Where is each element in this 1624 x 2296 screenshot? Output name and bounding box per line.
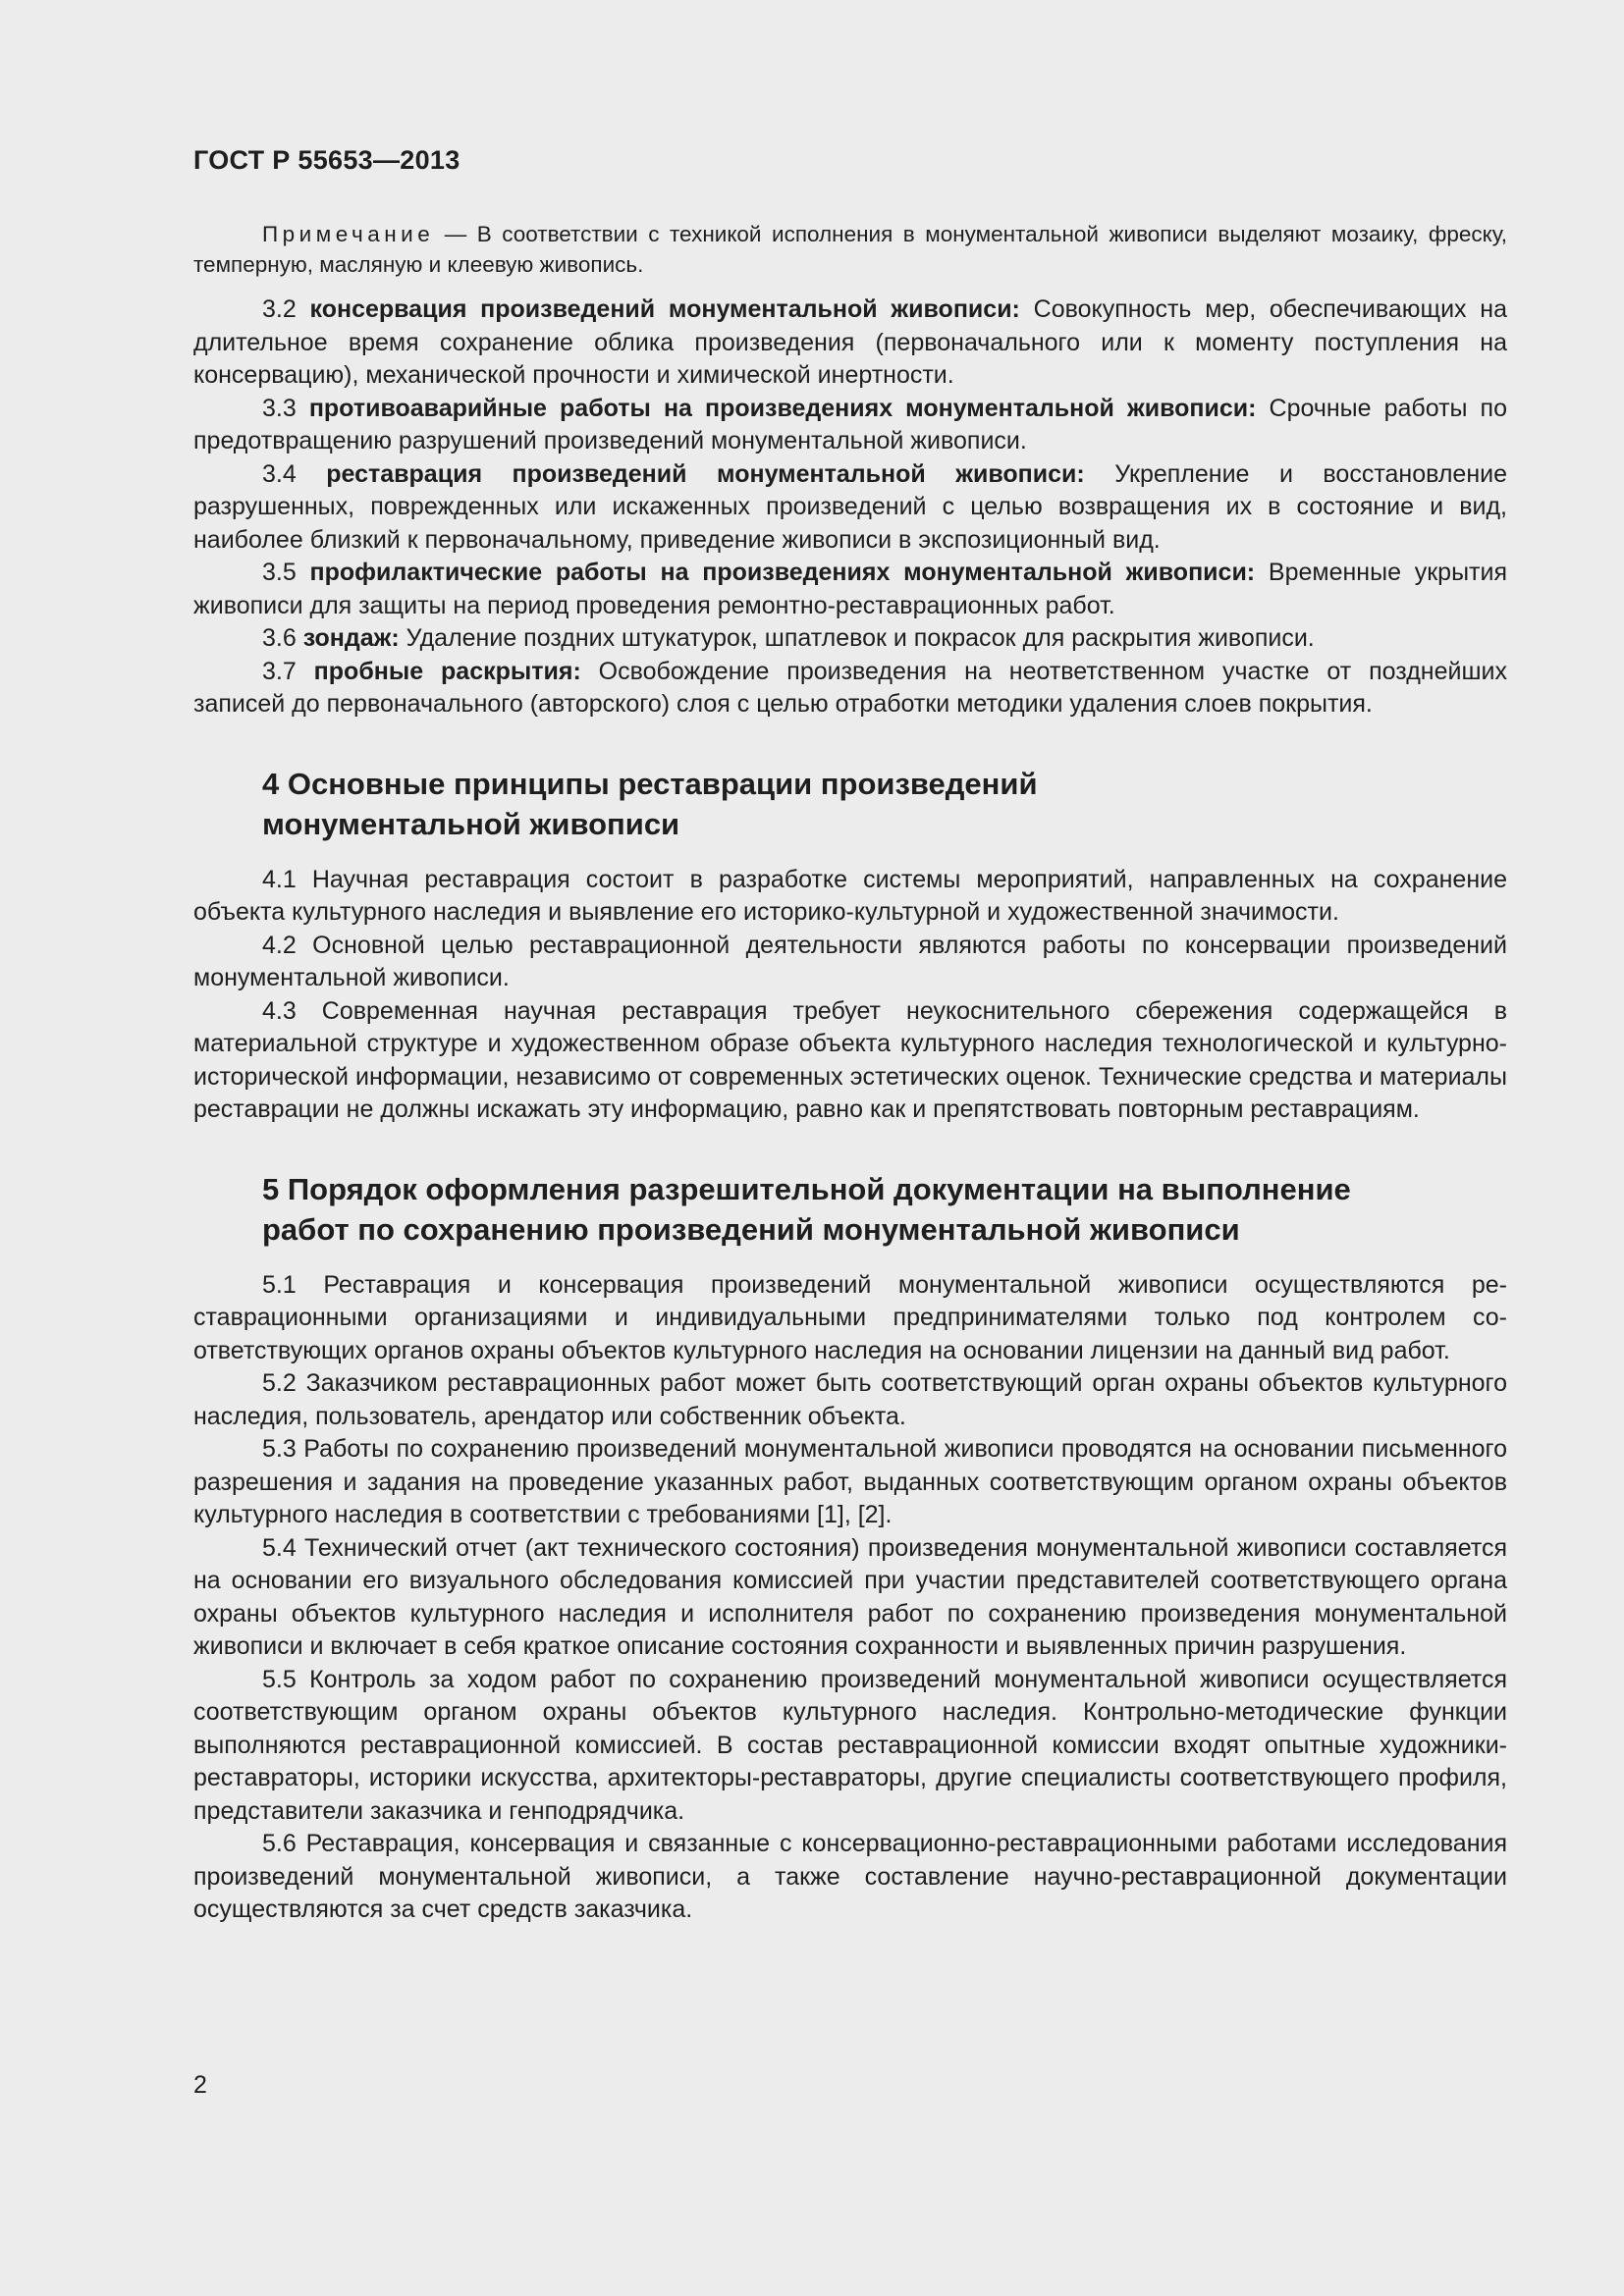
definition-3-2: [193, 294, 1507, 393]
section-4-title-line-1: 4 Основные принципы реставрации произведений: [262, 766, 1038, 801]
paragraph-4-3: 4.3 Современная научная реставрация требует неукоснительного сбережения содержащейся в материальной структуре и художественном образе объекта культурного наследия технологической и культурно-исторической информации, независимо от современных эстетических оценок. Технические средства и материалы реставрации не должны искажать эту информацию, равно как и препятствовать повторным реставрациям.: [193, 996, 1507, 1123]
paragraph-5-6: 5.6 Реставрация, консервация и связанные с консервационно-реставрационными работами исследования произведений монументальной живописи, а также составление научно-реставрационной документации осуществляются за счет средств заказчика.: [193, 1830, 1507, 1923]
definition-term: профилактические работы на произведениях монументальной живописи:: [309, 559, 1256, 586]
document-code-header: ГОСТ Р 55653—2013: [193, 145, 460, 175]
definition-number: 3.2: [262, 295, 310, 323]
section-4-body: [193, 864, 1507, 1127]
definition-term: пробные раскрытия:: [313, 657, 581, 685]
paragraph-5-2: 5.2 Заказчиком реставрационных работ может быть соответствующий орган охраны объектов культурного наследия, пользователь, арендатор или собственник объекта.: [193, 1369, 1507, 1430]
definition-number: 3.4: [262, 459, 327, 488]
definition-term: реставрация произведений монументальной живописи:: [326, 459, 1085, 488]
definition-text: Совокупность мер, обеспечивающих на длительное время сохранение облика произведения (первоначального или к моменту поступления на консервацию), механической прочности и химической инертности.: [193, 295, 1507, 389]
section-5-body: [193, 1269, 1507, 1927]
definition-number: 3.7: [262, 657, 314, 685]
definition-term: противоаварийные работы на произведениях монументальной живописи:: [308, 394, 1257, 422]
section-4-heading: [193, 764, 1507, 844]
paragraph-4-1: 4.1 Научная реставрация состоит в разработке системы мероприятий, направленных на сохранение объекта культурного наследия и выявление его историко-культурной и художественной значимости.: [193, 865, 1507, 926]
section-5-title-line-1: 5 Порядок оформления разрешительной документации на выполнение: [262, 1171, 1351, 1206]
paragraph-5-5: 5.5 Контроль за ходом работ по сохранению произведений монументальной живописи осуществляется соответствующим органом охраны объектов культурного наследия. Контрольно-методические функции выполняются реставрационной комиссией. В состав реставрационной комиссии входят опытные художники-реставраторы, историки искусства, архитекторы-реставраторы, другие специалисты соответствующего профиля, представители заказчика и генподрядчика.: [193, 1665, 1507, 1825]
paragraph-5-1: 5.1 Реставрация и консервация произведений монументальной живописи осуществляются реставрационными организациями и индивидуальными предпринимателями только под контролем соответствующих органов охраны объектов культурного наследия на основании лицензии на данный вид работ.: [193, 1270, 1507, 1364]
definition-3-5: [193, 557, 1507, 622]
definition-text: Временные укрытия живописи для защиты на период проведения ремонтно-реставрационных работ.: [193, 559, 1507, 619]
definition-number: 3.3: [262, 394, 309, 422]
note-paragraph: [193, 219, 1507, 280]
section-5-title-line-2: работ по сохранению произведений монументальной живописи: [262, 1211, 1240, 1247]
definition-number: 3.6: [262, 624, 303, 652]
definition-term: консервация произведений монументальной живописи:: [309, 295, 1020, 323]
section-5-heading: [193, 1169, 1507, 1250]
section-3-definitions: [193, 294, 1507, 721]
paragraph-5-3: 5.3 Работы по сохранению произведений монументальной живописи проводятся на основании письменного разрешения и задания на проведение указанных работ, выданных соответствующим органом охраны объектов культурного наследия в соответствии с требованиями [1], [2].: [193, 1435, 1507, 1528]
section-4-title-line-2: монументальной живописи: [262, 806, 680, 841]
definition-3-3: [193, 393, 1507, 458]
paragraph-5-4: 5.4 Технический отчет (акт технического состояния) произведения монументальной живописи составляется на основании его визуального обследования комиссией при участии представителей соответствующего органа охраны объектов культурного наследия и исполнителя работ по сохранению произведения монументальной живописи и включает в себя краткое описание состояния сохранности и выявленных причин разрушения.: [193, 1533, 1507, 1660]
definition-text: Срочные работы по предотвращению разрушений произведений монументальной живописи.: [193, 394, 1507, 454]
definition-3-7: [193, 656, 1507, 721]
note-text: — В соответствии с техникой исполнения в монументальной живописи выделяют мозаику, фреску, темперную, масляную и клеевую живопись.: [193, 222, 1507, 277]
document-page: [193, 145, 1507, 1927]
note-label: Примечание: [262, 222, 435, 246]
definition-number: 3.5: [262, 559, 310, 586]
definition-text: Укрепление и восстановление разрушенных, поврежденных или искаженных произведений с целью возвращения их в состояние и вид, наиболее близкий к первоначальному, приведение живописи в экспозиционный вид.: [193, 459, 1507, 554]
definition-text: Освобождение произведения на неответственном участке от позднейших записей до первоначального (авторского) слоя с целью отработки методики удаления слоев покрытия.: [193, 657, 1507, 718]
definition-text: Удаление поздних штукатурок, шпатлевок и покрасок для раскрытия живописи.: [399, 624, 1315, 652]
page-number: 2: [193, 2071, 207, 2099]
definition-term: зондаж:: [302, 624, 400, 652]
definition-3-4: [193, 458, 1507, 558]
definition-3-6: [193, 622, 1507, 656]
paragraph-4-2: 4.2 Основной целью реставрационной деятельности являются работы по консервации произведений монументальной живописи.: [193, 931, 1507, 991]
